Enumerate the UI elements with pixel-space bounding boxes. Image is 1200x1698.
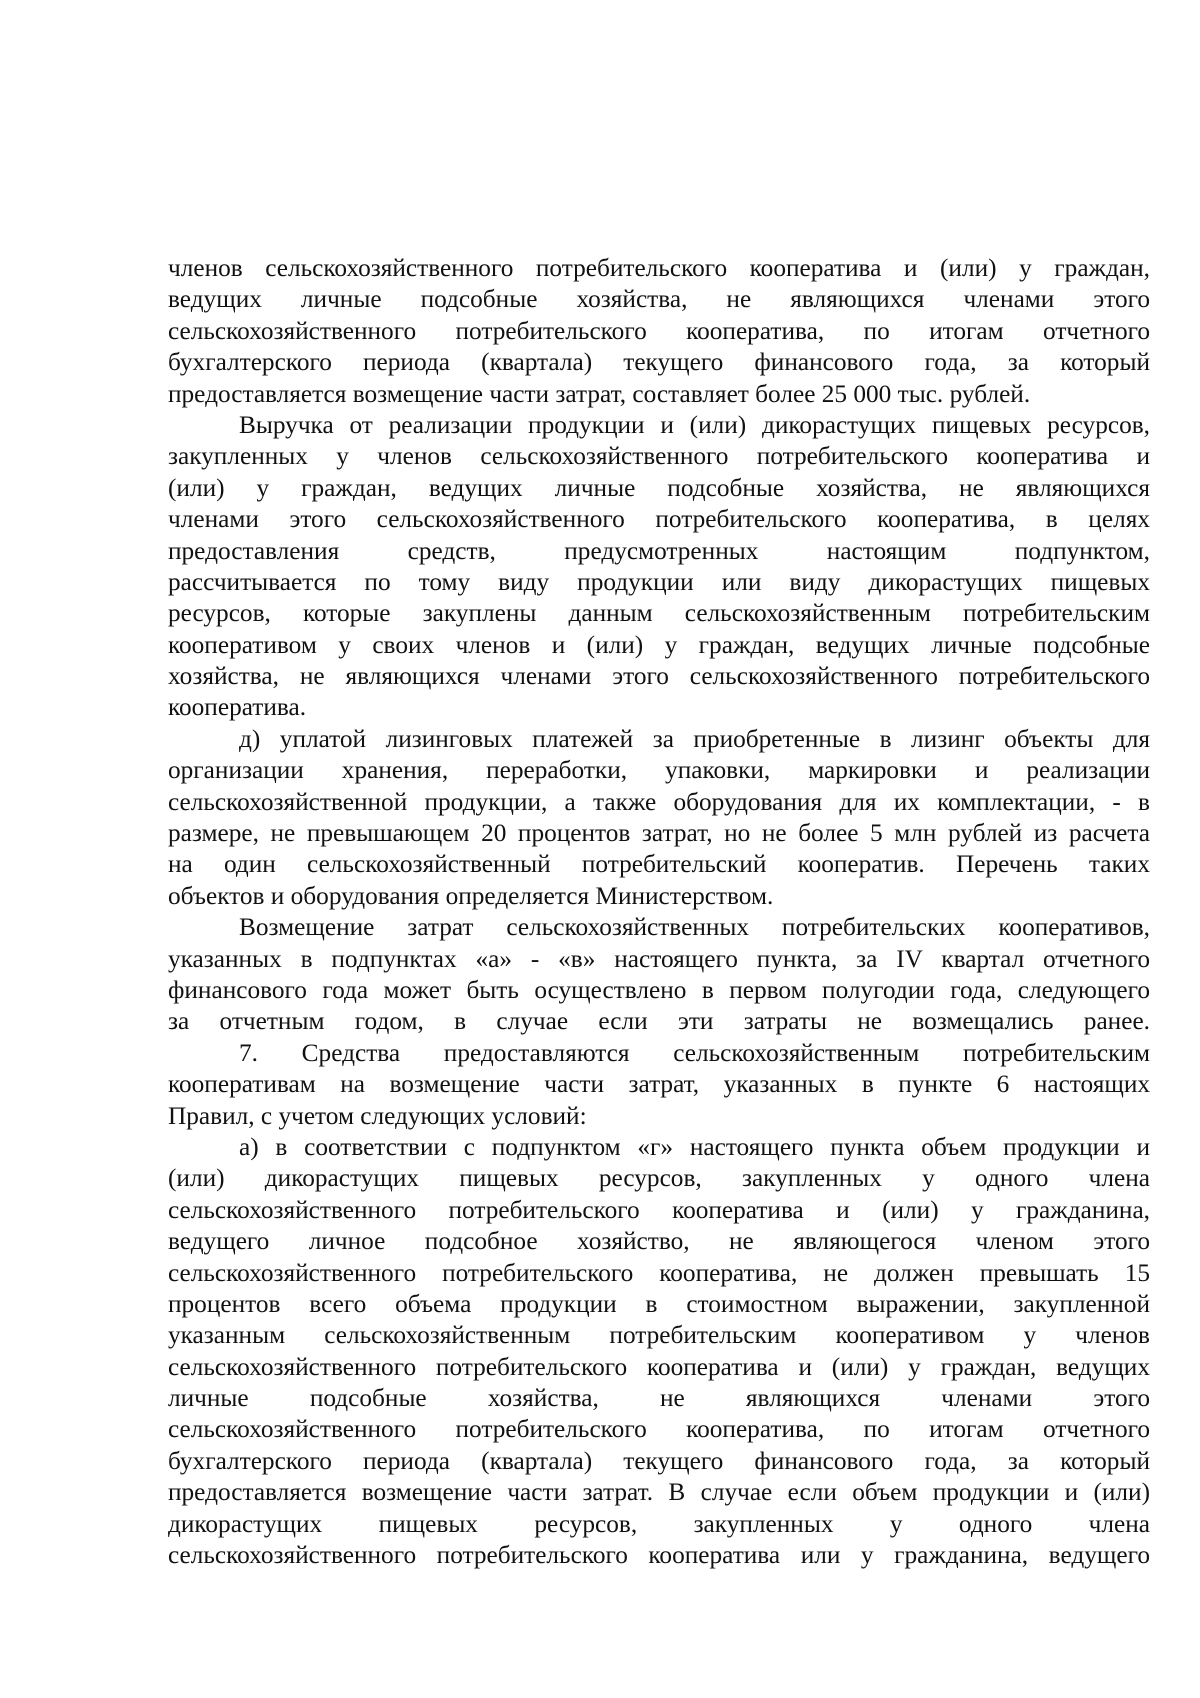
document-line: ресурсов, которые закуплены данным сельскохозяйственным потребительским [168, 599, 1150, 628]
document-line: закупленных у членов сельскохозяйственного потребительского кооператива и [168, 442, 1150, 471]
document-line: сельскохозяйственного потребительского кооператива и (или) у граждан, ведущих [168, 1352, 1150, 1381]
document-line: ведущего личное подсобное хозяйство, не являющегося членом этого [168, 1227, 1150, 1256]
document-line: за отчетным годом, в случае если эти затраты не возмещались ранее. [168, 1007, 1150, 1036]
document-line: ведущих личные подсобные хозяйства, не являющихся членами этого [168, 285, 1150, 314]
document-line: личные подсобные хозяйства, не являющихся членами этого [168, 1384, 1150, 1413]
document-body-text [168, 253, 1150, 1571]
document-line: процентов всего объема продукции в стоимостном выражении, закупленной [168, 1289, 1150, 1318]
document-line: кооператива. [168, 693, 307, 722]
document-line: организации хранения, переработки, упаковки, маркировки и реализации [168, 756, 1150, 785]
document-line: членов сельскохозяйственного потребительского кооператива и (или) у граждан, [168, 254, 1150, 282]
document-line: хозяйства, не являющихся членами этого сельскохозяйственного потребительского [168, 662, 1150, 691]
document-line: объектов и оборудования определяется Министерством. [168, 881, 774, 910]
document-line: сельскохозяйственного потребительского кооператива, по итогам отчетного [168, 316, 1150, 345]
document-line: д) уплатой лизинговых платежей за приобретенные в лизинг объекты для [239, 724, 1150, 753]
document-line: предоставления средств, предусмотренных настоящим подпунктом, [168, 536, 1150, 565]
document-line: на один сельскохозяйственный потребительский кооператив. Перечень таких [168, 850, 1150, 879]
document-line: предоставляется возмещение части затрат, составляет более 25 000 тыс. рублей. [168, 379, 1031, 408]
document-line: (или) у граждан, ведущих личные подсобные хозяйства, не являющихся [168, 473, 1150, 502]
document-line: сельскохозяйственного потребительского кооператива или у гражданина, ведущего [168, 1541, 1150, 1570]
document-line: финансового года может быть осуществлено в первом полугодии года, следующего [168, 975, 1150, 1004]
document-line: кооперативам на возмещение части затрат, указанных в пункте 6 настоящих [168, 1070, 1150, 1099]
document-line: сельскохозяйственного потребительского кооператива и (или) у гражданина, [168, 1195, 1150, 1224]
document-line: сельскохозяйственного потребительского кооператива, по итогам отчетного [168, 1415, 1150, 1444]
document-line: бухгалтерского периода (квартала) текущего финансового года, за который [168, 348, 1150, 377]
document-line: 7. Средства предоставляются сельскохозяйственным потребительским [239, 1038, 1150, 1067]
document-line: а) в соответствии с подпунктом «г» настоящего пункта объем продукции и [239, 1132, 1150, 1161]
document-line: дикорастущих пищевых ресурсов, закупленных у одного члена [168, 1509, 1150, 1538]
document-line: членами этого сельскохозяйственного потребительского кооператива, в целях [168, 505, 1150, 534]
document-line: указанных в подпунктах «а» - «в» настоящего пункта, за IV квартал отчетного [168, 944, 1150, 973]
document-line: кооперативом у своих членов и (или) у граждан, ведущих личные подсобные [168, 630, 1150, 659]
document-line: Правил, с учетом следующих условий: [168, 1101, 587, 1130]
document-line: (или) дикорастущих пищевых ресурсов, закупленных у одного члена [168, 1164, 1150, 1193]
document-line: размере, не превышающем 20 процентов затрат, но не более 5 млн рублей из расчета [168, 819, 1150, 848]
document-line: Выручка от реализации продукции и (или) дикорастущих пищевых ресурсов, [239, 410, 1150, 439]
document-line: сельскохозяйственного потребительского кооператива, не должен превышать 15 [168, 1258, 1150, 1287]
document-line: сельскохозяйственной продукции, а также оборудования для их комплектации, - в [168, 787, 1150, 816]
document-line: Возмещение затрат сельскохозяйственных потребительских кооперативов, [239, 913, 1150, 942]
document-line: рассчитывается по тому виду продукции или виду дикорастущих пищевых [168, 567, 1150, 596]
document-line: предоставляется возмещение части затрат. В случае если объем продукции и (или) [168, 1478, 1150, 1507]
document-line: бухгалтерского периода (квартала) текущего финансового года, за который [168, 1446, 1150, 1475]
document-line: указанным сельскохозяйственным потребительским кооперативом у членов [168, 1321, 1150, 1350]
